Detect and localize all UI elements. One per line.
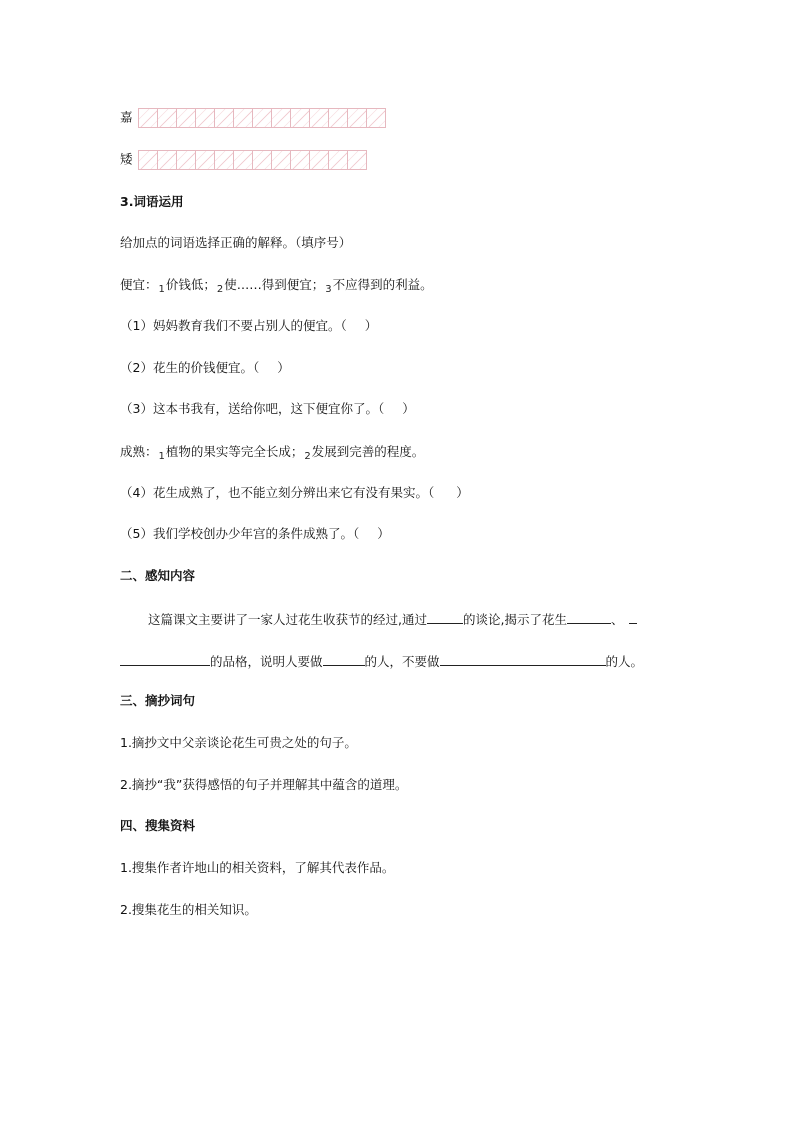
grid-cell[interactable]: [271, 108, 291, 128]
grid-cell[interactable]: [195, 108, 215, 128]
circled-number: 1: [158, 284, 165, 295]
definition: 价钱低；: [165, 277, 216, 292]
section-3-title: 3.词语运用: [120, 194, 184, 209]
paragraph-text: 、: [610, 612, 624, 627]
grid-cell[interactable]: [309, 150, 329, 170]
fill-blank[interactable]: [323, 652, 365, 666]
grid-cell[interactable]: [214, 150, 234, 170]
close-paren: ）: [402, 401, 415, 416]
fill-blank[interactable]: [120, 652, 210, 666]
grid-cell[interactable]: [309, 108, 329, 128]
close-paren: ）: [364, 318, 378, 333]
grid-cell[interactable]: [347, 108, 367, 128]
pianyi-label: 便宜：: [120, 277, 158, 292]
fill-blank[interactable]: [440, 652, 606, 666]
grid-cell[interactable]: [138, 108, 158, 128]
definition: 植物的果实等完全长成；: [165, 444, 304, 459]
char-practice-row-1: [120, 108, 386, 128]
definition: 不应得到的利益。: [332, 277, 433, 292]
circled-number: 1: [158, 451, 165, 462]
circled-number: 2: [304, 451, 311, 462]
pianyi-definitions: [120, 277, 433, 295]
paragraph-text: 的人，不要做: [364, 654, 440, 669]
grid-cell[interactable]: [328, 108, 348, 128]
question-4: [120, 485, 469, 501]
question-5: [120, 526, 390, 542]
chengshu-definitions: [120, 444, 424, 462]
grid-cell[interactable]: [252, 150, 272, 170]
circled-number: 3: [325, 284, 332, 295]
fill-blank[interactable]: [629, 610, 637, 624]
question-text: （1）妈妈教育我们不要占别人的便宜。（: [120, 318, 347, 333]
practice-char: 矮: [120, 151, 133, 167]
question-text: （4）花生成熟了，也不能立刻分辨出来它有没有果实。（: [120, 485, 435, 500]
grid-cell[interactable]: [252, 108, 272, 128]
grid-cell[interactable]: [290, 108, 310, 128]
section-three-item-2: 2.摘抄“我”获得感悟的句子并理解其中蕴含的道理。: [120, 777, 408, 792]
grid-cell[interactable]: [138, 150, 158, 170]
grid-cell[interactable]: [328, 150, 348, 170]
grid-cell[interactable]: [233, 108, 253, 128]
question-text: （5）我们学校创办少年宫的条件成熟了。（: [120, 526, 360, 541]
grid-cell[interactable]: [347, 150, 367, 170]
question-3: [120, 401, 415, 417]
grid-cell[interactable]: [366, 108, 386, 128]
paragraph-text: 的谈论,揭示了花生: [462, 612, 567, 627]
section-four-item-1: 1.搜集作者许地山的相关资料，了解其代表作品。: [120, 860, 395, 875]
definition: 发展到完善的程度。: [311, 444, 425, 459]
question-text: （2）花生的价钱便宜。（: [120, 360, 260, 375]
section-three-title: 三、摘抄词句: [120, 693, 196, 708]
grid-cell[interactable]: [233, 150, 253, 170]
question-1: [120, 318, 377, 334]
paragraph-text: 这篇课文主要讲了一家人过花生收获节的经过,通过: [148, 612, 427, 627]
grid-cell[interactable]: [157, 108, 177, 128]
paragraph-text: 的人。: [605, 654, 644, 669]
section-3-instruction: 给加点的词语选择正确的解释。（填序号）: [120, 235, 352, 250]
close-paren: ）: [456, 485, 469, 500]
fill-blank[interactable]: [567, 610, 611, 624]
grid-cell[interactable]: [214, 108, 234, 128]
definition: 使……得到便宜；: [224, 277, 325, 292]
section-four-title: 四、搜集资料: [120, 818, 196, 833]
grid-cell[interactable]: [176, 150, 196, 170]
grid-cell[interactable]: [157, 150, 177, 170]
circled-number: 2: [216, 284, 224, 295]
question-2: [120, 360, 290, 376]
fill-in-paragraph-line-2: [120, 652, 643, 670]
section-two-title: 二、感知内容: [120, 568, 196, 583]
grid-cell[interactable]: [290, 150, 310, 170]
close-paren: ）: [277, 360, 290, 375]
writing-grid[interactable]: [139, 150, 367, 170]
grid-cell[interactable]: [176, 108, 196, 128]
fill-in-paragraph-line-1: [148, 610, 637, 628]
close-paren: ）: [377, 526, 390, 541]
char-practice-row-2: [120, 150, 367, 170]
grid-cell[interactable]: [271, 150, 291, 170]
section-four-item-2: 2.搜集花生的相关知识。: [120, 902, 257, 917]
fill-blank[interactable]: [427, 610, 463, 624]
section-three-item-1: 1.摘抄文中父亲谈论花生可贵之处的句子。: [120, 735, 357, 750]
paragraph-text: 的品格，说明人要做: [210, 654, 323, 669]
grid-cell[interactable]: [195, 150, 215, 170]
writing-grid[interactable]: [139, 108, 386, 128]
chengshu-label: 成熟：: [120, 444, 158, 459]
question-text: （3）这本书我有，送给你吧，这下便宜你了。（: [120, 401, 385, 416]
practice-char: 嘉: [120, 109, 133, 125]
